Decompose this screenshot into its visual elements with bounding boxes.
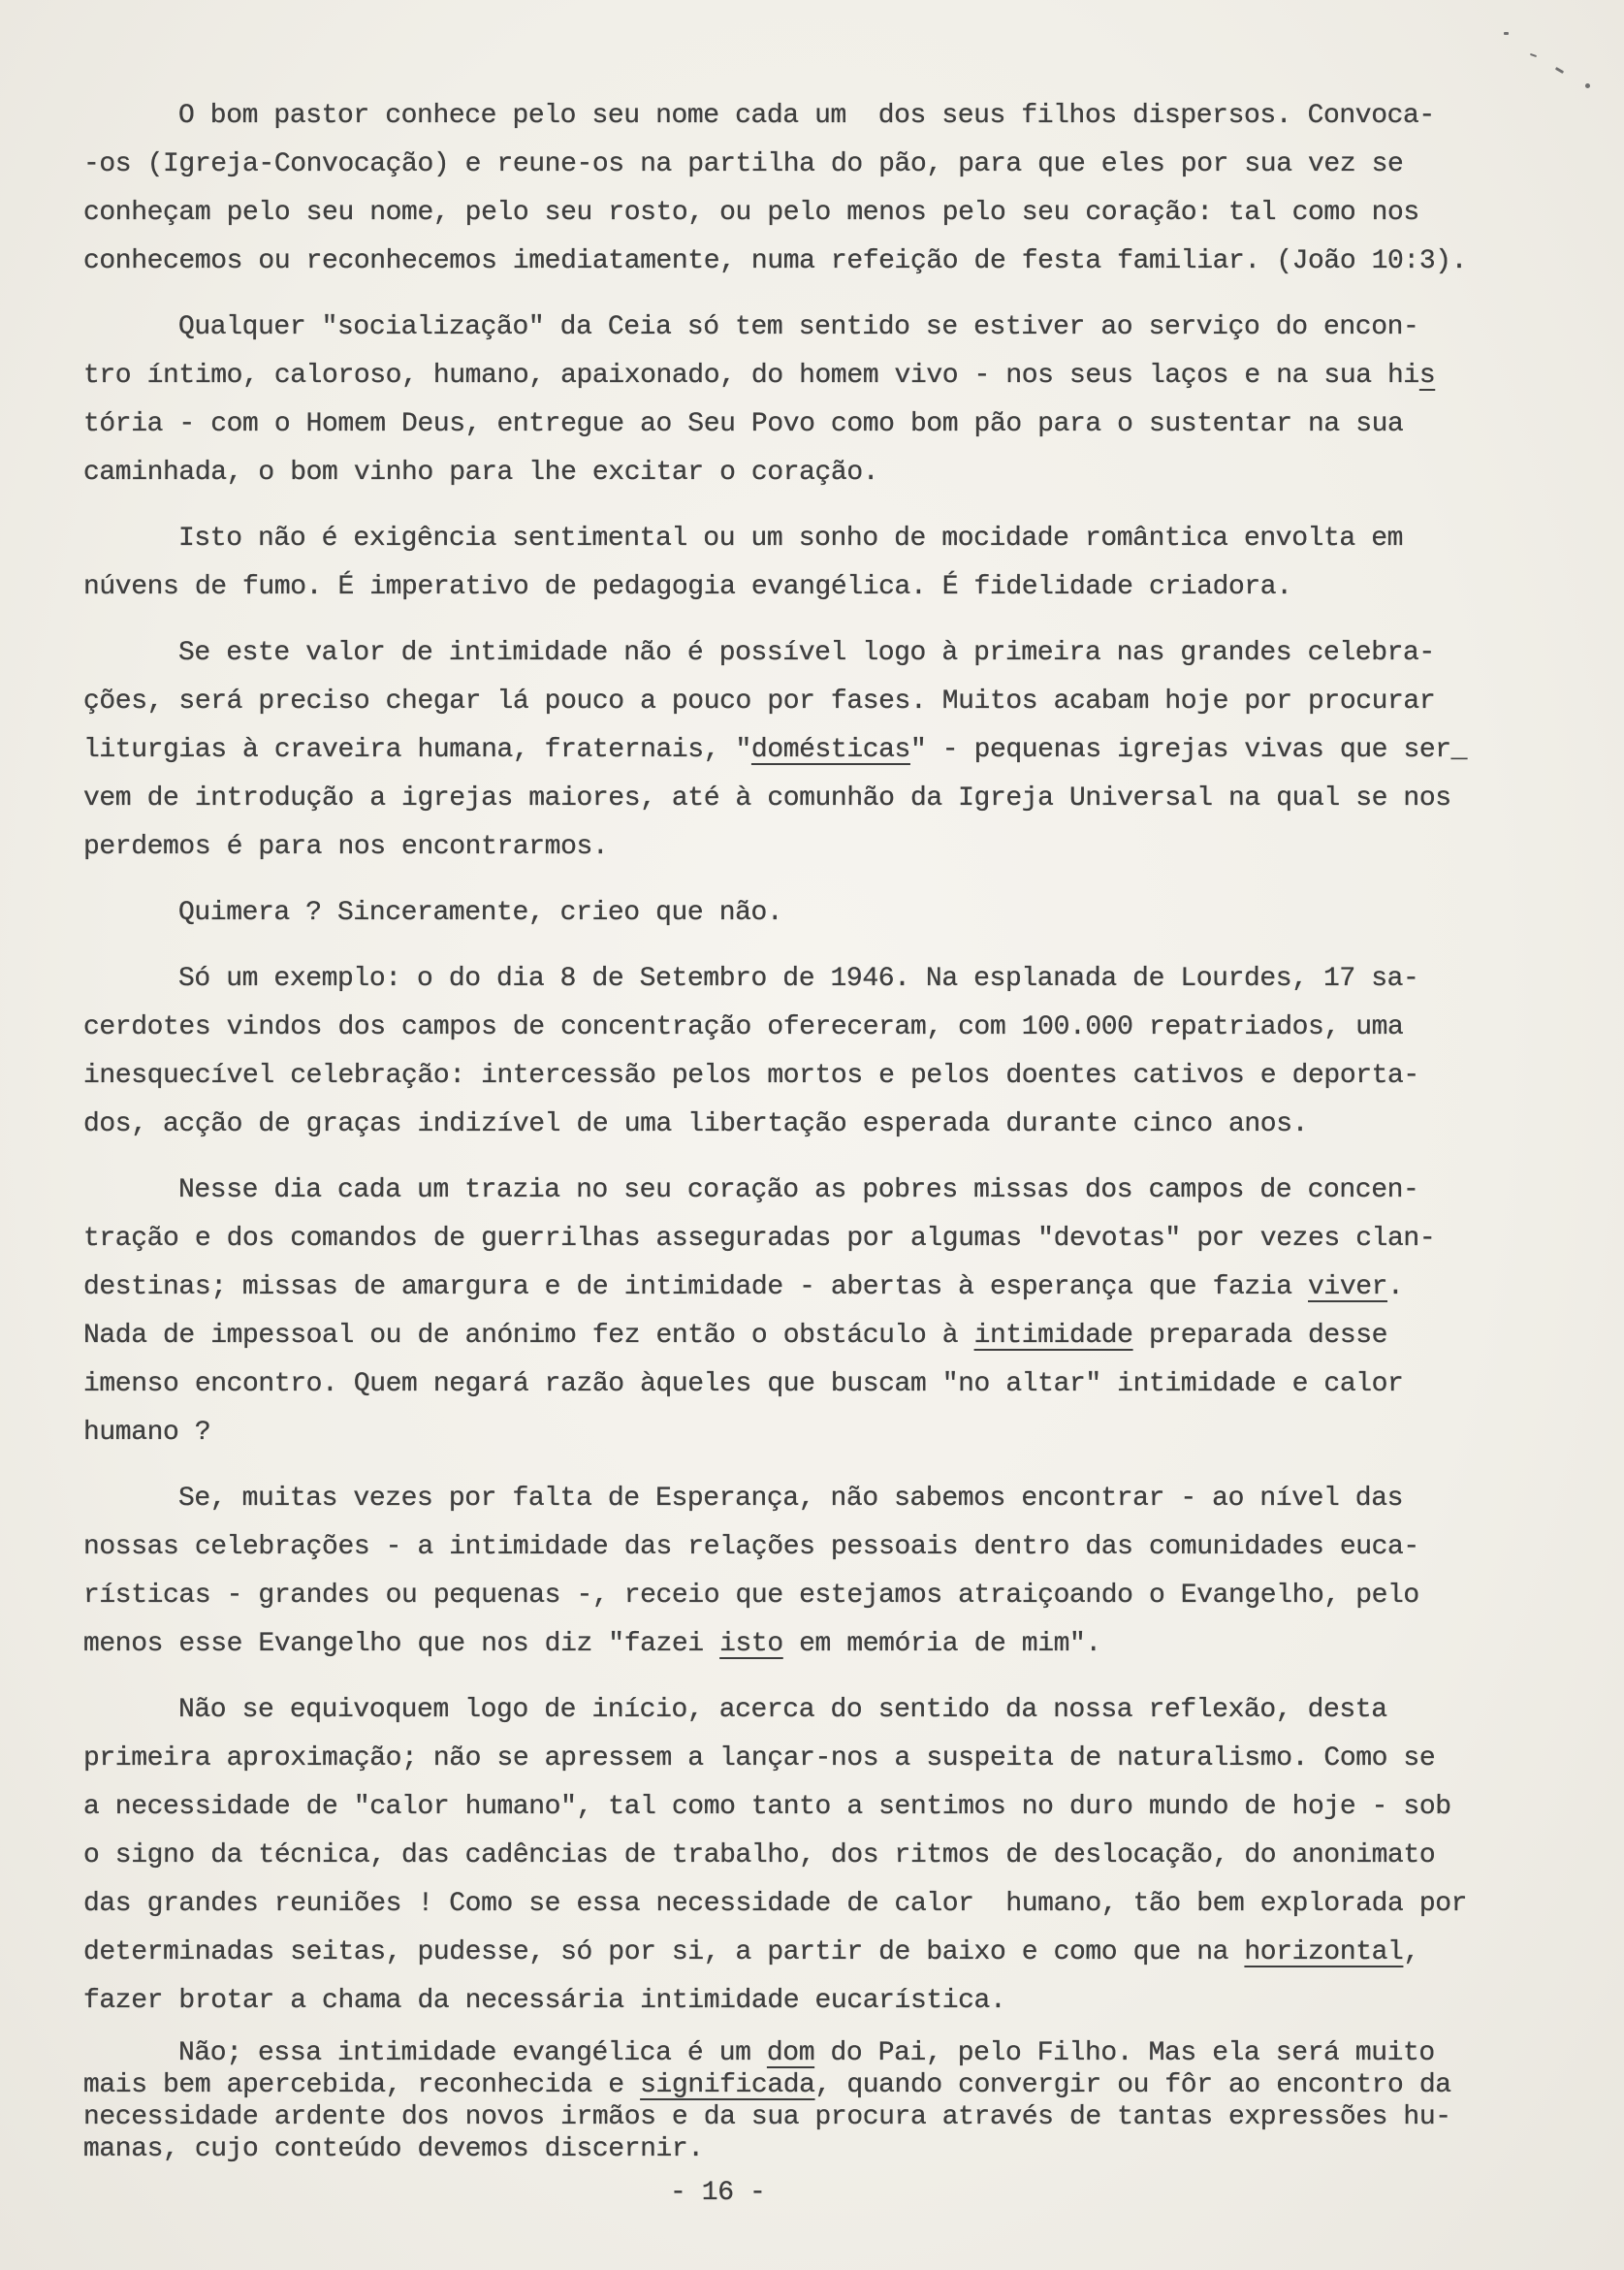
text-segment: em memória de mim". (782, 1629, 1101, 1659)
text-segment: . (1387, 1272, 1404, 1302)
text-line: caminhada, o bom vinho para lhe excitar o coração. (83, 458, 879, 488)
text-segment: " - pequenas igrejas vivas que ser_ (909, 735, 1468, 765)
underlined-text: s (1418, 361, 1436, 391)
underlined-text: horizontal (1244, 1937, 1404, 1967)
text-line: núvens de fumo. É imperativo de pedagogia evangélica. É fidelidade criadora. (83, 572, 1292, 602)
text-segment: do Pai, pelo Filho. Mas ela será muito (814, 2038, 1435, 2068)
text-line: nossas celebrações - a intimidade das relações pessoais dentro das comunidades euca- (83, 1532, 1419, 1562)
text-line (83, 352, 1596, 400)
paragraph (83, 92, 1596, 286)
paragraph (83, 955, 1596, 1149)
text-line: a necessidade de "calor humano", tal como tanto a sentimos no duro mundo de hoje - sob (83, 1792, 1451, 1822)
underlined-text: isto (719, 1629, 783, 1659)
paper-speck (1585, 83, 1590, 88)
text-line: rísticas - grandes ou pequenas -, receio que estejamos atraiçoando o Evangelho, pelo (83, 1581, 1419, 1611)
text-line: humano ? (83, 1418, 211, 1448)
text-line: conheçam pelo seu nome, pelo seu rosto, ou pelo menos pelo seu coração: tal como nos (83, 198, 1419, 228)
page-body (83, 92, 1596, 2165)
text-line: das grandes reuniões ! Como se essa necessidade de calor humano, tão bem explorada por (83, 1889, 1468, 1919)
text-segment: mais bem apercebida, reconhecida e (83, 2070, 641, 2100)
text-segment: Nada de impessoal ou de anónimo fez então o obstáculo à (83, 1321, 974, 1351)
paragraph (83, 1475, 1596, 1669)
text-segment: destinas; missas de amargura e de intimidade - abertas à esperança que fazia (83, 1272, 1309, 1302)
paragraph (83, 889, 1596, 938)
paragraph (83, 2037, 1596, 2165)
paragraph (83, 304, 1596, 497)
text-line: perdemos é para nos encontrarmos. (83, 832, 609, 862)
underlined-text: viver (1308, 1272, 1388, 1302)
text-segment: , quando convergir ou fôr ao encontro da (814, 2070, 1451, 2100)
text-line: imenso encontro. Quem negará razão àqueles que buscam "no altar" intimidade e calor (83, 1369, 1404, 1399)
page-number: - 16 - (670, 2178, 766, 2208)
text-line: dos, acção de graças indizível de uma libertação esperada durante cinco anos. (83, 1109, 1309, 1139)
text-line: Isto não é exigência sentimental ou um sonho de mocidade romântica envolta em (178, 524, 1404, 554)
text-line (83, 1263, 1596, 1312)
text-line (83, 1929, 1596, 1977)
text-line (83, 1620, 1596, 1669)
text-line (83, 726, 1596, 775)
text-line: Não se equivoquem logo de início, acerca do sentido da nossa reflexão, desta (178, 1695, 1387, 1725)
paragraph (83, 515, 1596, 612)
text-line: -os (Igreja-Convocação) e reune-os na partilha do pão, para que eles por sua vez se (83, 149, 1404, 179)
text-segment: Não; essa intimidade evangélica é um (178, 2038, 767, 2068)
text-segment: , (1403, 1937, 1419, 1967)
text-line: conhecemos ou reconhecemos imediatamente, numa refeição de festa familiar. (João 10:3). (83, 246, 1468, 276)
text-line (83, 2037, 1596, 2069)
text-line: ções, será preciso chegar lá pouco a pouco por fases. Muitos acabam hoje por procurar (83, 687, 1436, 717)
text-line: tração e dos comandos de guerrilhas asseguradas por algumas "devotas" por vezes clan- (83, 1224, 1436, 1254)
text-segment: determinadas seitas, pudesse, só por si, a partir de baixo e como que na (83, 1937, 1245, 1967)
text-line: Se este valor de intimidade não é possível logo à primeira nas grandes celebra- (178, 638, 1435, 668)
text-segment: liturgias à craveira humana, fraternais, " (83, 735, 751, 765)
text-line: Quimera ? Sinceramente, crieo que não. (178, 898, 783, 928)
text-line: Só um exemplo: o do dia 8 de Setembro de 1946. Na esplanada de Lourdes, 17 sa- (178, 964, 1419, 994)
text-line: Se, muitas vezes por falta de Esperança, não sabemos encontrar - ao nível das (178, 1484, 1404, 1514)
text-line: tória - com o Homem Deus, entregue ao Seu Povo como bom pão para o sustentar na sua (83, 409, 1404, 439)
paragraph (83, 629, 1596, 872)
underlined-text: domésticas (750, 735, 910, 765)
text-segment: tro íntimo, caloroso, humano, apaixonado, do homem vivo - nos seus laços e na sua hi (83, 361, 1419, 391)
text-line: manas, cujo conteúdo devemos discernir. (83, 2134, 704, 2164)
underlined-text: intimidade (973, 1321, 1133, 1351)
text-line: o signo da técnica, das cadências de trabalho, dos ritmos de deslocação, do anonimato (83, 1840, 1436, 1870)
text-line: primeira aproximação; não se apressem a lançar-nos a suspeita de naturalismo. Como se (83, 1743, 1436, 1774)
underlined-text: dom (766, 2038, 815, 2068)
text-line: Qualquer "socialização" da Ceia só tem sentido se estiver ao serviço do encon- (178, 312, 1419, 342)
text-line (83, 2069, 1596, 2101)
text-segment: preparada desse (1132, 1321, 1388, 1351)
text-segment: menos esse Evangelho que nos diz "fazei (83, 1629, 720, 1659)
text-line (83, 1312, 1596, 1360)
text-line: Nesse dia cada um trazia no seu coração as pobres missas dos campos de concen- (178, 1175, 1419, 1205)
text-line: O bom pastor conhece pelo seu nome cada um dos seus filhos dispersos. Convoca- (178, 101, 1435, 131)
text-line: fazer brotar a chama da necessária intimidade eucarística. (83, 1986, 1006, 2016)
paragraph (83, 1686, 1596, 2026)
paragraph (83, 1167, 1596, 1457)
text-line: cerdotes vindos dos campos de concentração ofereceram, com 100.000 repatriados, uma (83, 1012, 1404, 1042)
text-line: inesquecível celebração: intercessão pelos mortos e pelos doentes cativos e deporta- (83, 1061, 1419, 1091)
text-line: vem de introdução a igrejas maiores, até à comunhão da Igreja Universal na qual se nos (83, 783, 1451, 814)
text-line: necessidade ardente dos novos irmãos e da sua procura através de tantas expressões hu- (83, 2102, 1451, 2132)
paper-speck (1504, 32, 1509, 35)
underlined-text: significada (640, 2070, 815, 2100)
